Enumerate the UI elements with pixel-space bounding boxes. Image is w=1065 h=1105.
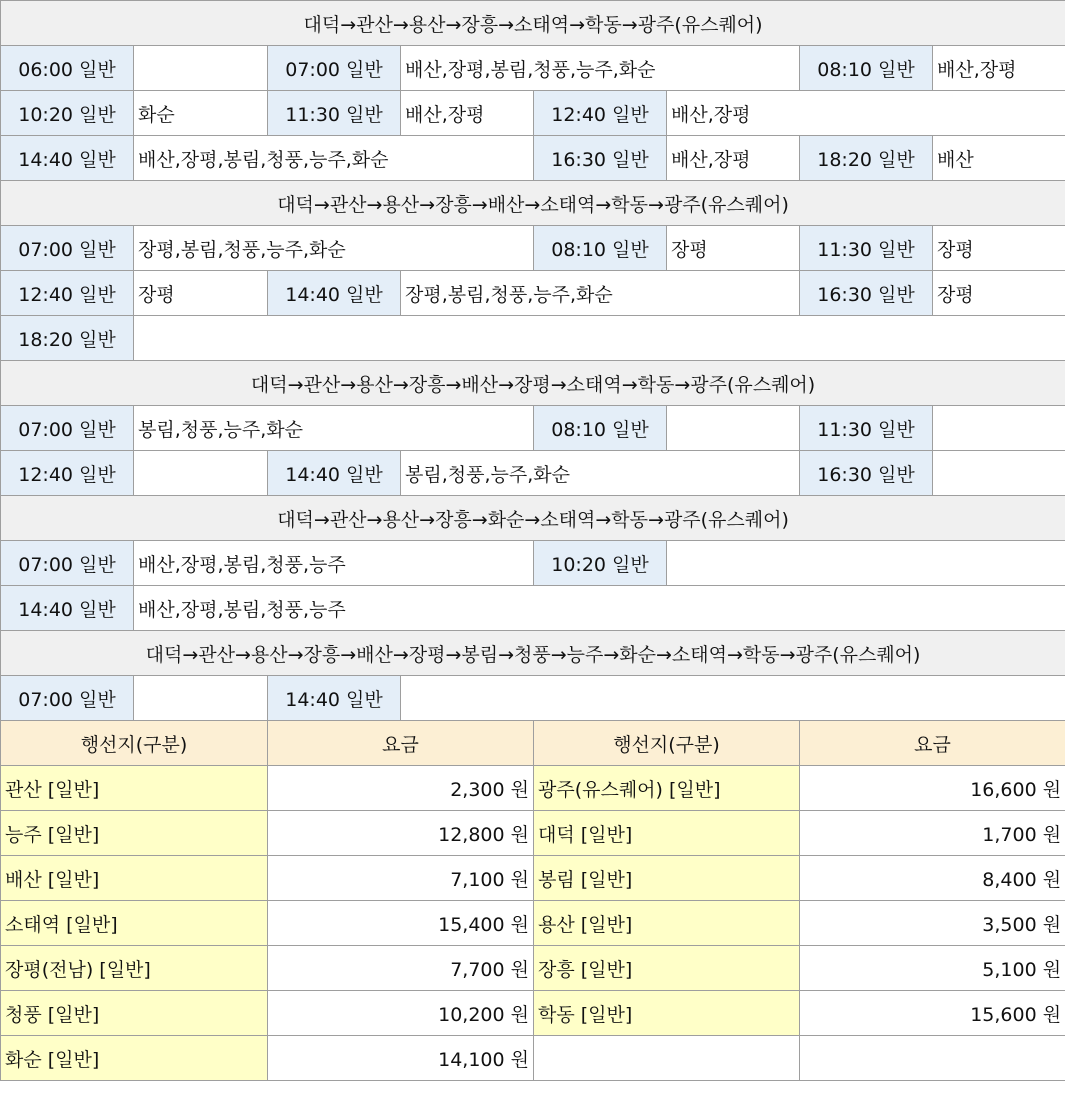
fare-destination: 장흥 [일반] <box>534 946 800 991</box>
departure-time: 14:40 일반 <box>1 136 134 181</box>
departure-time: 07:00 일반 <box>1 406 134 451</box>
departure-time: 12:40 일반 <box>534 91 667 136</box>
fare-header-destination: 행선지(구분) <box>534 721 800 766</box>
fare-destination: 학동 [일반] <box>534 991 800 1036</box>
departure-time: 11:30 일반 <box>800 406 933 451</box>
fare-amount-empty <box>800 1036 1065 1081</box>
fare-amount: 7,700 원 <box>268 946 534 991</box>
fare-destination: 관산 [일반] <box>1 766 268 811</box>
route-title: 대덕→관산→용산→장흥→배산→소태역→학동→광주(유스퀘어) <box>1 181 1065 226</box>
departure-time: 18:20 일반 <box>800 136 933 181</box>
fare-amount: 2,300 원 <box>268 766 534 811</box>
stop-list: 장평 <box>933 271 1065 316</box>
fare-header-fare: 요금 <box>800 721 1065 766</box>
stop-list <box>134 451 268 496</box>
departure-time: 11:30 일반 <box>268 91 401 136</box>
fare-destination: 화순 [일반] <box>1 1036 268 1081</box>
stop-list <box>667 406 800 451</box>
departure-time: 07:00 일반 <box>268 46 401 91</box>
stop-list: 배산,장평,봉림,청풍,능주 <box>134 586 1065 631</box>
fare-destination: 봉림 [일반] <box>534 856 800 901</box>
fare-destination: 소태역 [일반] <box>1 901 268 946</box>
stop-list <box>401 676 1065 721</box>
stop-list <box>933 451 1065 496</box>
stop-list: 봉림,청풍,능주,화순 <box>134 406 534 451</box>
route-title: 대덕→관산→용산→장흥→배산→장평→봉림→청풍→능주→화순→소태역→학동→광주(유스퀘어) <box>1 631 1065 676</box>
departure-time: 16:30 일반 <box>800 271 933 316</box>
departure-time: 14:40 일반 <box>268 676 401 721</box>
departure-time: 07:00 일반 <box>1 676 134 721</box>
departure-time: 06:00 일반 <box>1 46 134 91</box>
stop-list: 화순 <box>134 91 268 136</box>
stop-list: 장평 <box>667 226 800 271</box>
fare-header-fare: 요금 <box>268 721 534 766</box>
stop-list: 장평 <box>933 226 1065 271</box>
departure-time: 16:30 일반 <box>534 136 667 181</box>
stop-list: 배산,장평 <box>667 136 800 181</box>
fare-amount: 7,100 원 <box>268 856 534 901</box>
departure-time: 08:10 일반 <box>534 406 667 451</box>
fare-amount: 12,800 원 <box>268 811 534 856</box>
departure-time: 12:40 일반 <box>1 451 134 496</box>
departure-time: 10:20 일반 <box>534 541 667 586</box>
stop-list: 배산,장평 <box>401 91 534 136</box>
departure-time: 14:40 일반 <box>268 451 401 496</box>
departure-time: 14:40 일반 <box>268 271 401 316</box>
departure-time: 07:00 일반 <box>1 226 134 271</box>
fare-amount: 10,200 원 <box>268 991 534 1036</box>
stop-list: 봉림,청풍,능주,화순 <box>401 451 800 496</box>
fare-destination: 능주 [일반] <box>1 811 268 856</box>
departure-time: 11:30 일반 <box>800 226 933 271</box>
stop-list: 배산,장평,봉림,청풍,능주 <box>134 541 534 586</box>
departure-time: 08:10 일반 <box>800 46 933 91</box>
stop-list <box>134 46 268 91</box>
stop-list: 배산 <box>933 136 1065 181</box>
fare-destination: 배산 [일반] <box>1 856 268 901</box>
departure-time: 07:00 일반 <box>1 541 134 586</box>
fare-amount: 1,700 원 <box>800 811 1065 856</box>
departure-time: 10:20 일반 <box>1 91 134 136</box>
fare-destination: 용산 [일반] <box>534 901 800 946</box>
departure-time: 14:40 일반 <box>1 586 134 631</box>
fare-amount: 15,400 원 <box>268 901 534 946</box>
stop-list: 장평,봉림,청풍,능주,화순 <box>134 226 534 271</box>
fare-header-destination: 행선지(구분) <box>1 721 268 766</box>
stop-list <box>134 676 268 721</box>
stop-list: 장평,봉림,청풍,능주,화순 <box>401 271 800 316</box>
fare-destination: 광주(유스퀘어) [일반] <box>534 766 800 811</box>
stop-list: 배산,장평,봉림,청풍,능주,화순 <box>134 136 534 181</box>
fare-destination: 장평(전남) [일반] <box>1 946 268 991</box>
stop-list <box>134 316 1065 361</box>
route-title: 대덕→관산→용산→장흥→소태역→학동→광주(유스퀘어) <box>1 1 1065 46</box>
fare-amount: 5,100 원 <box>800 946 1065 991</box>
stop-list: 배산,장평,봉림,청풍,능주,화순 <box>401 46 800 91</box>
stop-list: 배산,장평 <box>933 46 1065 91</box>
fare-destination: 청풍 [일반] <box>1 991 268 1036</box>
fare-amount: 8,400 원 <box>800 856 1065 901</box>
stop-list <box>667 541 1065 586</box>
stop-list: 장평 <box>134 271 268 316</box>
stop-list <box>933 406 1065 451</box>
departure-time: 16:30 일반 <box>800 451 933 496</box>
fare-destination-empty <box>534 1036 800 1081</box>
stop-list: 배산,장평 <box>667 91 1065 136</box>
fare-amount: 16,600 원 <box>800 766 1065 811</box>
departure-time: 18:20 일반 <box>1 316 134 361</box>
fare-amount: 15,600 원 <box>800 991 1065 1036</box>
fare-amount: 3,500 원 <box>800 901 1065 946</box>
fare-amount: 14,100 원 <box>268 1036 534 1081</box>
route-title: 대덕→관산→용산→장흥→화순→소태역→학동→광주(유스퀘어) <box>1 496 1065 541</box>
departure-time: 12:40 일반 <box>1 271 134 316</box>
fare-destination: 대덕 [일반] <box>534 811 800 856</box>
departure-time: 08:10 일반 <box>534 226 667 271</box>
route-title: 대덕→관산→용산→장흥→배산→장평→소태역→학동→광주(유스퀘어) <box>1 361 1065 406</box>
